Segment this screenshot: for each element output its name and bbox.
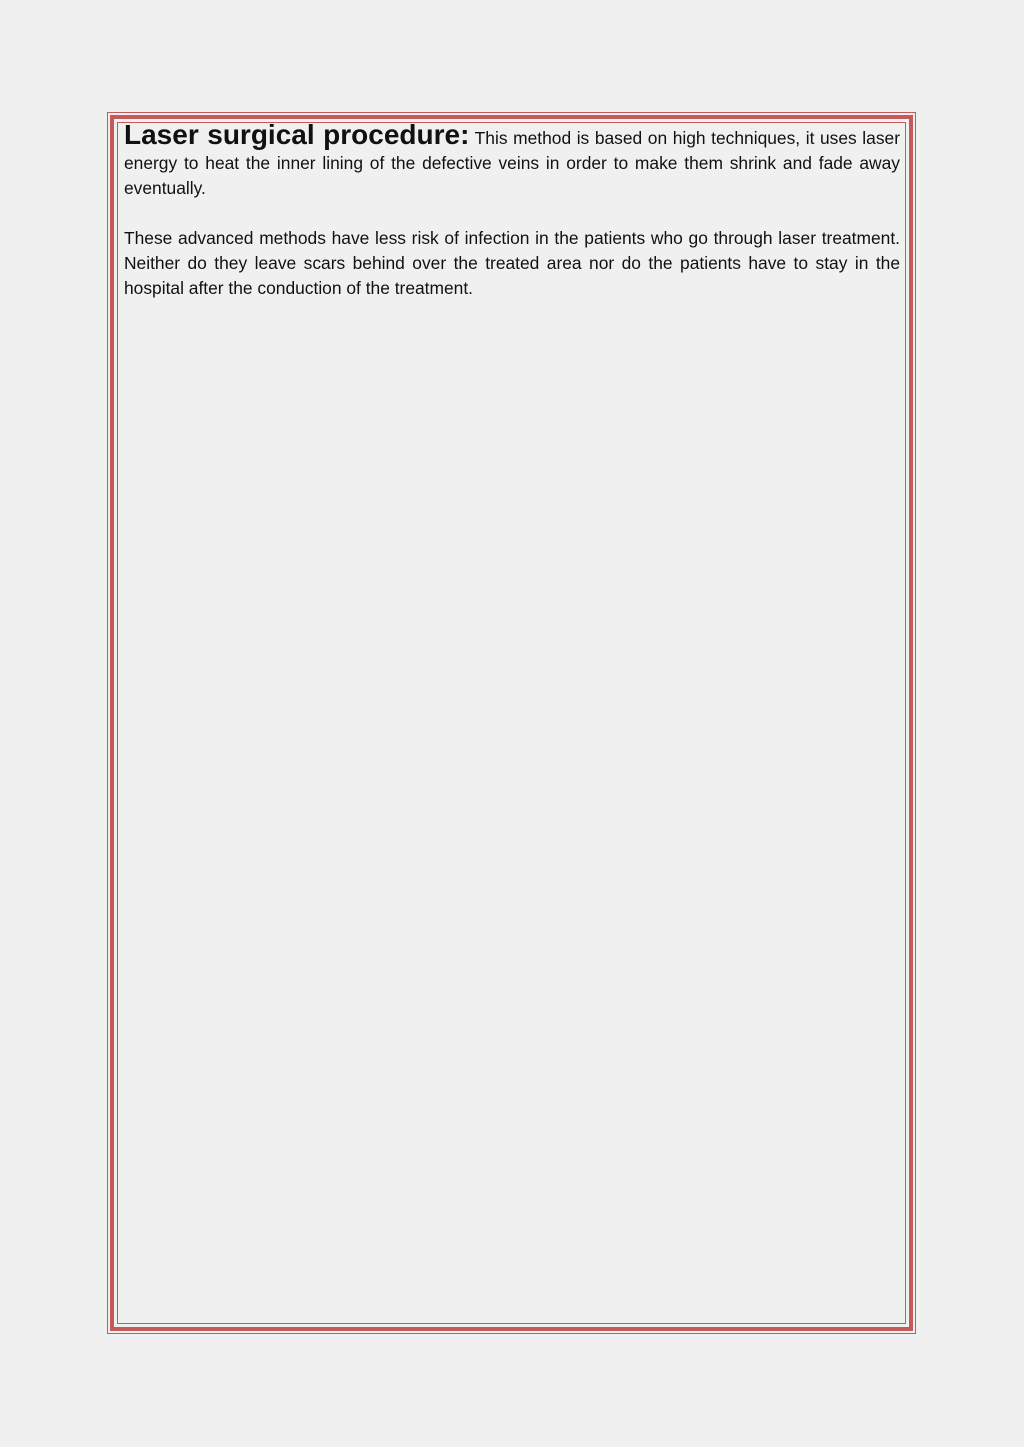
section-heading: Laser surgical procedure: [124,119,470,150]
document-body [124,119,900,301]
page-border-inner [117,122,906,1324]
paragraph-advanced-methods: These advanced methods have less risk of infection in the patients who go through laser treatment. Neither do they leave scars behind over the treated area nor do the patients have to stay in the hospital after the conduction of the treatment. [124,228,900,298]
paragraph-intro-text: This method is based on high techniques, it uses laser energy to heat the inner lining of the defective veins in order to make them shrink and fade away eventually. [124,128,900,198]
paragraph-laser-procedure [124,119,900,201]
